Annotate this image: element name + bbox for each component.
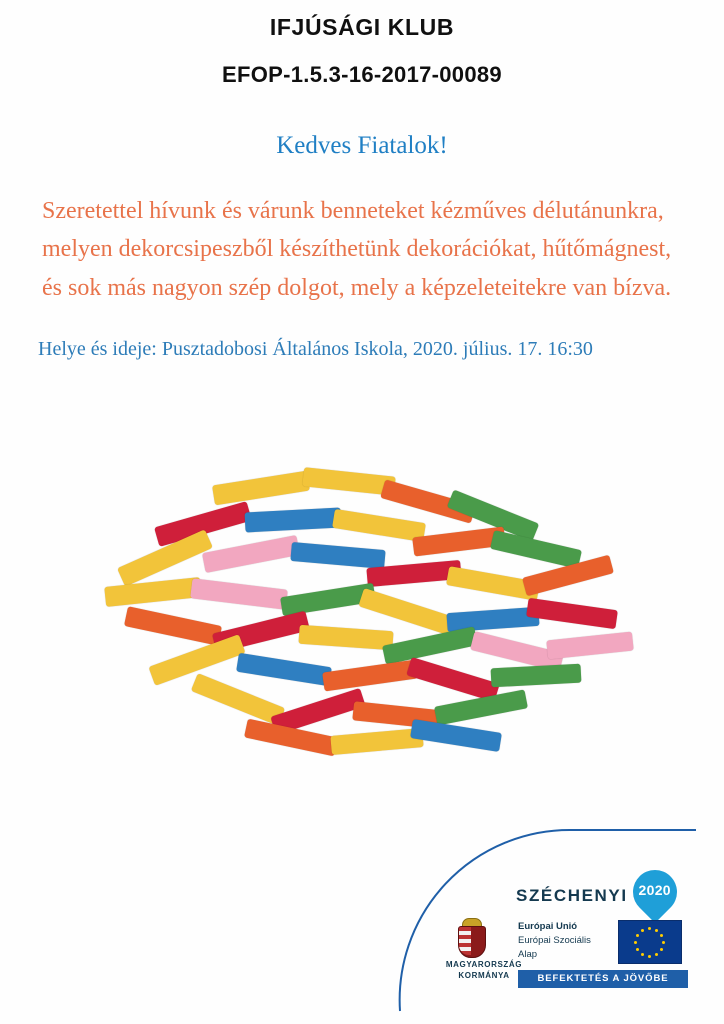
- body-paragraph: Szeretettel hívunk és várunk benneteket kézműves délutánunkra, melyen dekorcsipeszből készíthetünk dekorációkat, hűtőmágnest, és sok más nagyon szép dolgot, mely a képzeleteitekre van bízva.: [42, 197, 672, 302]
- poster-header: [0, 0, 724, 88]
- place-and-time: Helye és ideje: Pusztadobosi Általános Iskola, 2020. július. 17. 16:30: [38, 338, 593, 361]
- eu-slogan-bar: BEFEKTETÉS A JÖVŐBE: [518, 970, 688, 988]
- map-pin-icon: [633, 870, 677, 922]
- hungary-government-caption: MAGYARORSZÁG KORMÁNYA: [445, 960, 523, 980]
- funding-footer: [398, 828, 698, 1013]
- eu-funding-block: [518, 920, 690, 988]
- project-code: EFOP-1.5.3-16-2017-00089: [222, 61, 502, 87]
- hungary-emblem-block: [454, 918, 488, 962]
- eu-flag-icon: [618, 920, 682, 964]
- szechenyi-2020-logo: [516, 870, 677, 922]
- hungarian-coat-of-arms-icon: [454, 918, 488, 962]
- greeting-text: Kedves Fiatalok!: [276, 131, 448, 159]
- eu-line-2: Európai Szociális: [518, 934, 591, 946]
- eu-line-3: Alap: [518, 948, 538, 960]
- szechenyi-wordmark: SZÉCHENYI: [516, 886, 628, 905]
- clothespins-photo: [95, 470, 635, 780]
- eu-line-1: Európai Unió: [518, 921, 578, 932]
- eu-fund-texts: [518, 920, 614, 961]
- page-title: IFJÚSÁGI KLUB: [269, 14, 455, 40]
- szechenyi-year: 2020: [638, 882, 671, 898]
